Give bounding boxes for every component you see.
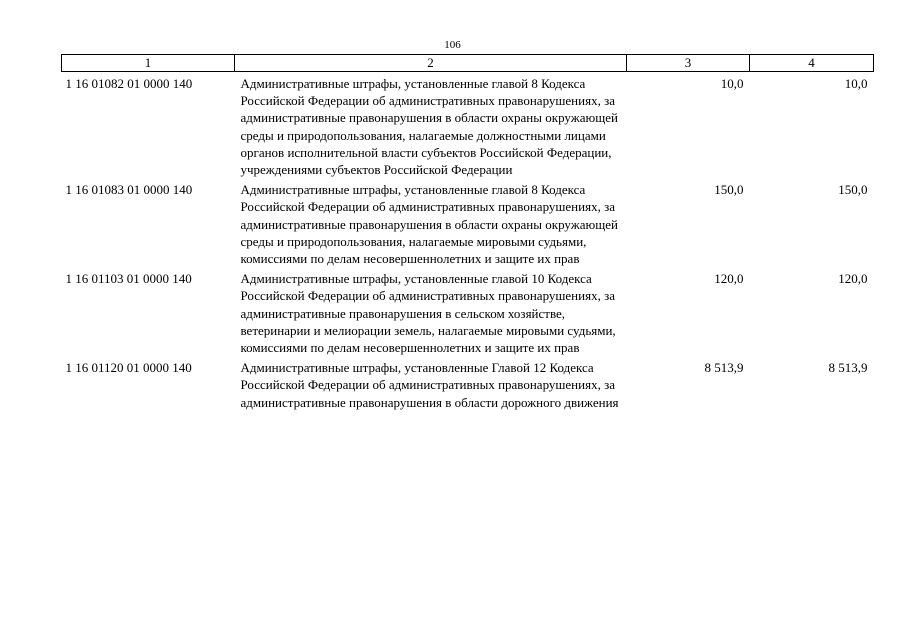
row-value-col3: 8 513,9 (704, 360, 744, 376)
row-value-col4: 150,0 (838, 182, 868, 198)
table-row (62, 356, 874, 411)
budget-table (61, 54, 874, 411)
table-body (62, 72, 874, 411)
table-row (62, 72, 874, 179)
row-value-col3: 150,0 (714, 182, 744, 198)
header-col-1: 1 (62, 55, 235, 72)
row-code: 1 16 01083 01 0000 140 (65, 182, 193, 198)
row-code: 1 16 01103 01 0000 140 (65, 271, 192, 287)
row-code: 1 16 01082 01 0000 140 (65, 76, 193, 91)
header-row (62, 55, 874, 72)
row-description: Административные штрафы, установленные главой 8 Кодекса Российской Федерации об административных правонарушениях, за административные правонарушения в области охраны окружающей среды и природопользования, налагаемые мировыми судьями, комиссиями по делам несовершеннолетних и защите их прав (240, 182, 618, 267)
row-code: 1 16 01120 01 0000 140 (65, 360, 192, 376)
row-value-col4: 120,0 (838, 271, 868, 287)
row-description: Административные штрафы, установленные главой 8 Кодекса Российской Федерации об административных правонарушениях, за административные правонарушения в области охраны окружающей среды и природопользования, налагаемые должностными лицами органов исполнительной власти субъектов Российской Федерации, учреждениями субъектов Российской Федерации (240, 76, 618, 178)
header-col-3: 3 (627, 55, 750, 72)
row-description: Административные штрафы, установленные Главой 12 Кодекса Российской Федерации об административных правонарушениях, за административные правонарушения в области дорожного движения (240, 360, 619, 410)
row-value-col4: 8 513,9 (828, 360, 868, 376)
page-number: 106 (444, 39, 461, 51)
header-col-2: 2 (235, 55, 627, 72)
header-col-4: 4 (750, 55, 874, 72)
row-description: Административные штрафы, установленные главой 10 Кодекса Российской Федерации об административных правонарушениях, за административные правонарушения в сельском хозяйстве, ветеринарии и мелиорации земель, налагаемые мировыми судьями, комиссиями по делам несовершеннолетних и защите их прав (240, 271, 616, 356)
table-row (62, 178, 874, 267)
row-value-col3: 10,0 (720, 76, 744, 91)
row-value-col4: 10,0 (844, 76, 868, 91)
table-row (62, 267, 874, 356)
row-value-col3: 120,0 (714, 271, 744, 287)
table-header (62, 55, 874, 72)
